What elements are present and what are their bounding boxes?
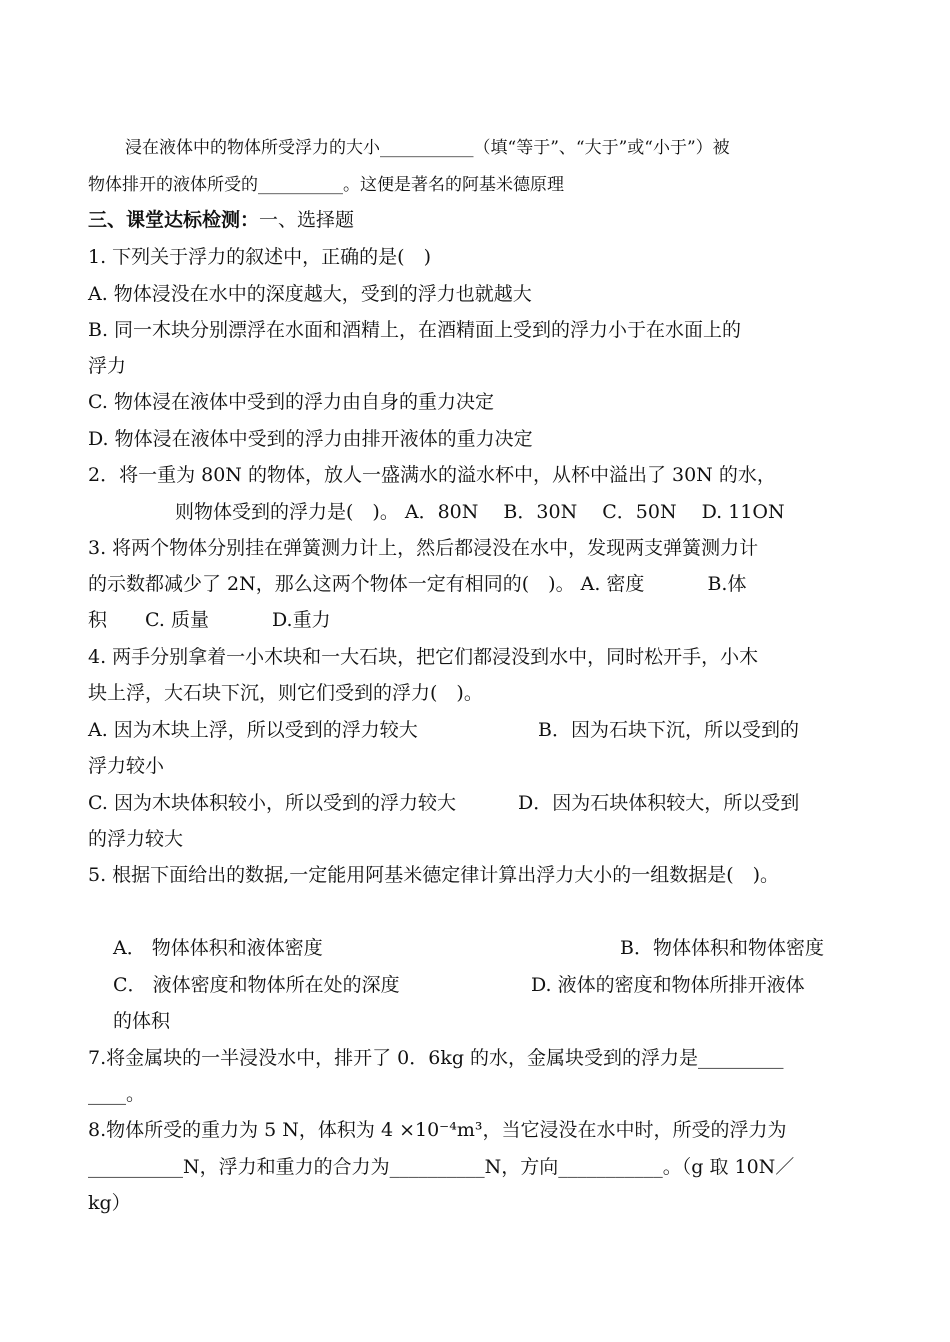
q8-line-1: 8.物体所受的重力为 5 N，体积为 4 ×10⁻⁴m³，当它浸没在水中时，所受的浮力为 [88,1119,787,1141]
q4-option-c: C. 因为木块体积较小，所以受到的浮力较大 [88,792,456,814]
q4-option-b-cont: 浮力较小 [88,755,165,777]
q1-option-a: A. 物体浸没在水中的深度越大，受到的浮力也就越大 [88,283,532,305]
section-subheading: 一、选择题 [259,209,355,231]
q8-line-3: kg） [88,1192,131,1214]
q4-option-d: D．因为石块体积较大，所以受到 [518,792,800,814]
q1-option-d: D. 物体浸在液体中受到的浮力由排开液体的重力决定 [88,428,533,450]
q3-line-2: 的示数都减少了 2N，那么这两个物体一定有相同的( )。 A. 密度 B.体 [88,573,747,595]
q4-option-b: B．因为石块下沉，所以受到的 [538,719,799,741]
q4-line-1: 4. 两手分别拿着一小木块和一大石块，把它们都浸没到水中，同时松开手，小木 [88,646,759,668]
q5-option-d: D. 液体的密度和物体所排开液体 [531,974,805,996]
q5-option-c: C． 液体密度和物体所在处的深度 [113,974,400,996]
q5-stem: 5. 根据下面给出的数据,一定能用阿基米德定律计算出浮力大小的一组数据是( )。 [88,864,780,886]
section-heading: 三、课堂达标检测： [88,209,260,231]
q5-option-b: B．物体体积和物体密度 [620,937,824,959]
q1-stem: 1. 下列关于浮力的叙述中，正确的是( ) [88,246,431,268]
intro-line-2: 物体排开的液体所受的__________。这便是著名的阿基米德原理 [88,175,564,195]
q2-options: 则物体受到的浮力是( )。 A．80N B．30N C．50N D. 11ON [175,501,785,523]
q3-line-1: 3. 将两个物体分别挂在弹簧测力计上，然后都浸没在水中，发现两支弹簧测力计 [88,537,759,559]
section-heading-row [88,205,354,232]
intro-line-1: 浸在液体中的物体所受浮力的大小___________（填“等于”、“大于”或“小于”）被 [125,138,730,158]
q1-option-b-cont: 浮力 [88,355,127,377]
q4-option-a: A. 因为木块上浮，所以受到的浮力较大 [88,719,418,741]
q3-line-3: 积 C. 质量 D.重力 [88,609,331,631]
q4-line-2: 块上浮，大石块下沉，则它们受到的浮力( )。 [88,682,483,704]
q1-option-b: B. 同一木块分别漂浮在水面和酒精上，在酒精面上受到的浮力小于在水面上的 [88,319,742,341]
q7-line-1: 7.将金属块的一半浸没水中，排开了 0．6kg 的水，金属块受到的浮力是_________ [88,1047,784,1069]
q4-option-d-cont: 的浮力较大 [88,828,184,850]
q5-option-d-cont: 的体积 [113,1010,171,1032]
q7-line-2: ____。 [88,1083,146,1105]
q1-option-c: C. 物体浸在液体中受到的浮力由自身的重力决定 [88,391,494,413]
q5-option-a: A． 物体体积和液体密度 [113,937,323,959]
q8-line-2: __________N，浮力和重力的合力为__________N，方向___________。（g 取 10N／ [88,1156,795,1178]
q2-stem: 2．将一重为 80N 的物体，放人一盛满水的溢水杯中，从杯中溢出了 30N 的水， [88,464,776,486]
